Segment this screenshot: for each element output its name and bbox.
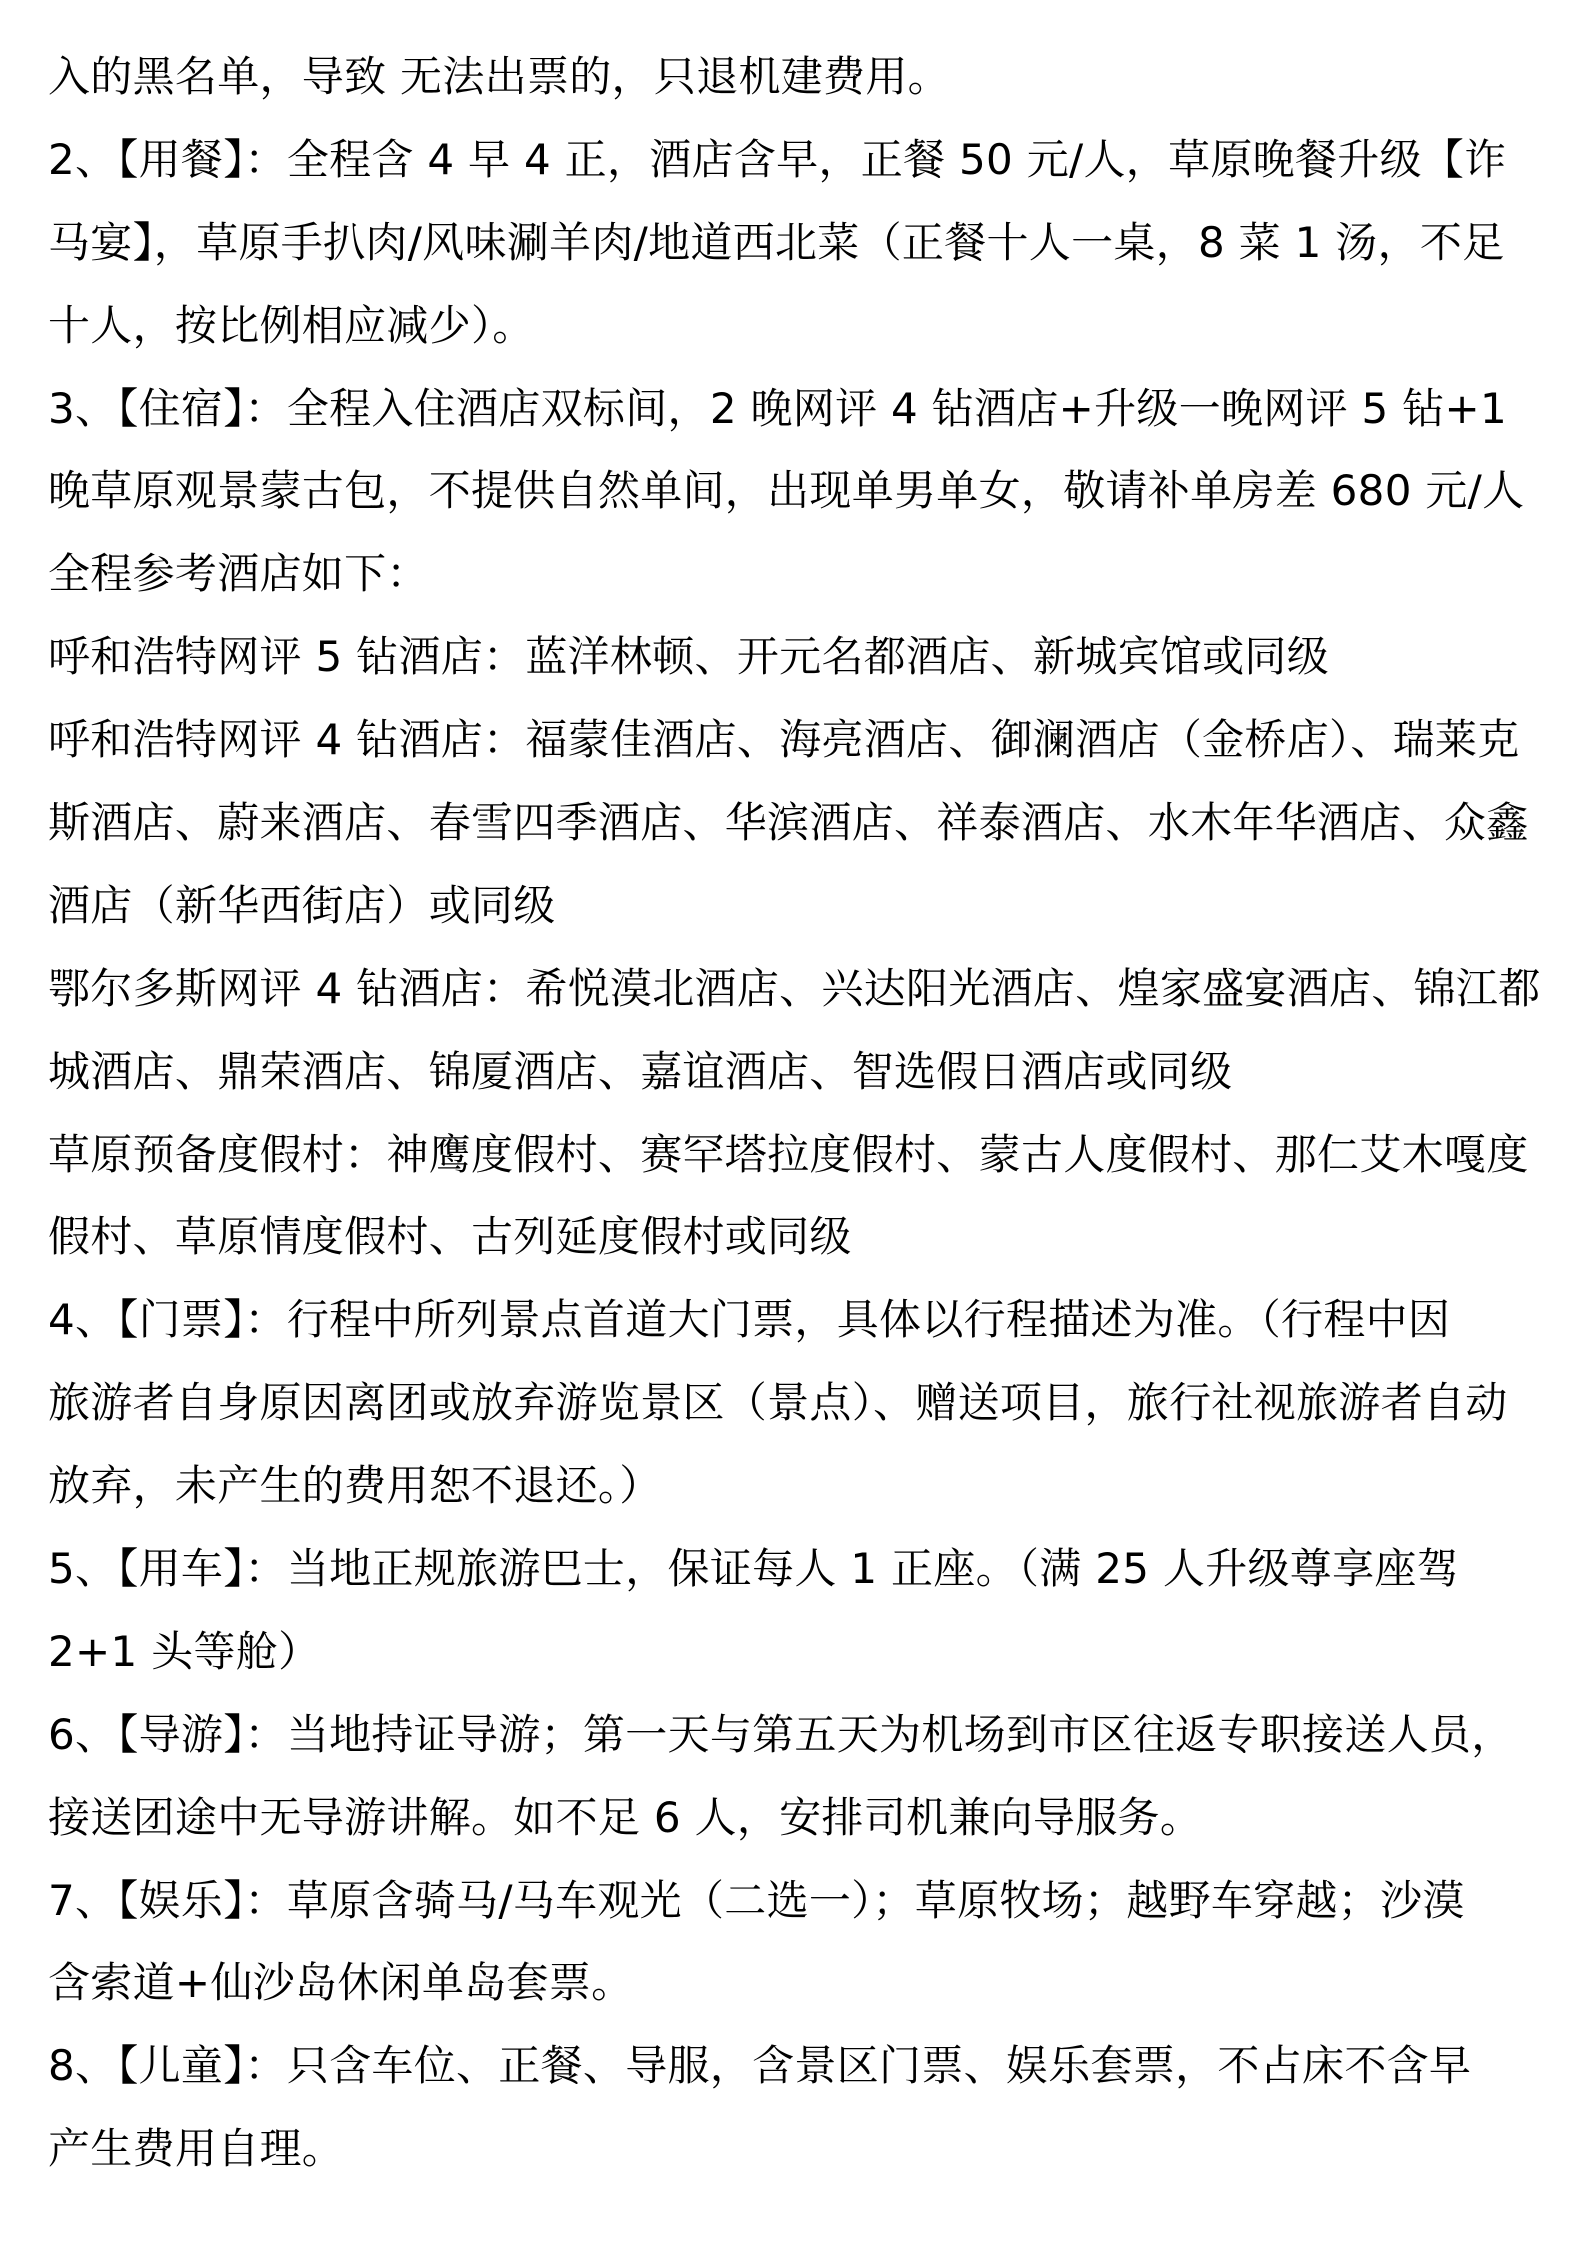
- text-line-tickets-2: 旅游者自身原因离团或放弃游览景区（景点）、赠送项目，旅行社视旅游者自动: [48, 1378, 1508, 1428]
- text-line-meals-1: 2、【用餐】：全程含 4 早 4 正，酒店含早，正餐 50 元/人，草原晚餐升级【诈: [48, 134, 1507, 184]
- text-line-lodging-3: 全程参考酒店如下：: [48, 549, 429, 599]
- text-line-children-2: 产生费用自理。: [48, 2124, 345, 2174]
- text-line-ordos-4-diamond-1: 鄂尔多斯网评 4 钻酒店：希悦漠北酒店、兴达阳光酒店、煌家盛宴酒店、锦江都: [48, 963, 1541, 1013]
- text-line-lodging-2: 晚草原观景蒙古包，不提供自然单间，出现单男单女，敬请补单房差 680 元/人: [48, 466, 1525, 516]
- text-line-hohhot-4-diamond-2: 斯酒店、蔚来酒店、春雪四季酒店、华滨酒店、祥泰酒店、水木年华酒店、众鑫: [48, 798, 1529, 848]
- text-line-lodging-1: 3、【住宿】：全程入住酒店双标间，2 晚网评 4 钻酒店+升级一晚网评 5 钻+1: [48, 383, 1508, 433]
- text-line-entertainment-2: 含索道+仙沙岛休闲单岛套票。: [48, 1958, 634, 2008]
- text-line-ordos-4-diamond-2: 城酒店、鼎荣酒店、锦厦酒店、嘉谊酒店、智选假日酒店或同级: [48, 1046, 1233, 1096]
- text-line-vehicle-1: 5、【用车】：当地正规旅游巴士，保证每人 1 正座。（满 25 人升级尊享座驾: [48, 1544, 1459, 1594]
- text-line-hohhot-5-diamond: 呼和浩特网评 5 钻酒店：蓝洋林顿、开元名都酒店、新城宾馆或同级: [48, 632, 1330, 682]
- text-line-entertainment-1: 7、【娱乐】：草原含骑马/马车观光（二选一）；草原牧场；越野车穿越；沙漠: [48, 1875, 1465, 1925]
- text-line-hohhot-4-diamond-1: 呼和浩特网评 4 钻酒店：福蒙佳酒店、海亮酒店、御澜酒店（金桥店）、瑞莱克: [48, 715, 1520, 765]
- text-line-vehicle-2: 2+1 头等舱）: [48, 1626, 321, 1676]
- text-line-blacklist-continuation: 入的黑名单，导致 无法出票的，只退机建费用。: [48, 52, 950, 101]
- text-line-meals-2: 马宴】，草原手扒肉/风味涮羊肉/地道西北菜（正餐十人一桌，8 菜 1 汤，不足: [48, 217, 1505, 267]
- text-line-children-1: 8、【儿童】：只含车位、正餐、导服，含景区门票、娱乐套票，不占床不含早: [48, 2041, 1472, 2091]
- text-line-tickets-3: 放弃，未产生的费用恕不退还。）: [48, 1461, 662, 1511]
- document-body: [48, 36, 1548, 2191]
- text-line-meals-3: 十人，按比例相应减少）。: [48, 300, 535, 350]
- text-line-guide-2: 接送团途中无导游讲解。如不足 6 人，安排司机兼向导服务。: [48, 1792, 1203, 1842]
- text-line-grassland-resorts-1: 草原预备度假村：神鹰度假村、赛罕塔拉度假村、蒙古人度假村、那仁艾木嘎度: [48, 1129, 1529, 1179]
- text-line-hohhot-4-diamond-3: 酒店（新华西街店）或同级: [48, 880, 556, 930]
- text-line-guide-1: 6、【导游】：当地持证导游；第一天与第五天为机场到市区往返专职接送人员，: [48, 1709, 1514, 1759]
- text-line-tickets-1: 4、【门票】：行程中所列景点首道大门票，具体以行程描述为准。（行程中因: [48, 1295, 1451, 1345]
- text-line-grassland-resorts-2: 假村、草原情度假村、古列延度假村或同级: [48, 1212, 852, 1262]
